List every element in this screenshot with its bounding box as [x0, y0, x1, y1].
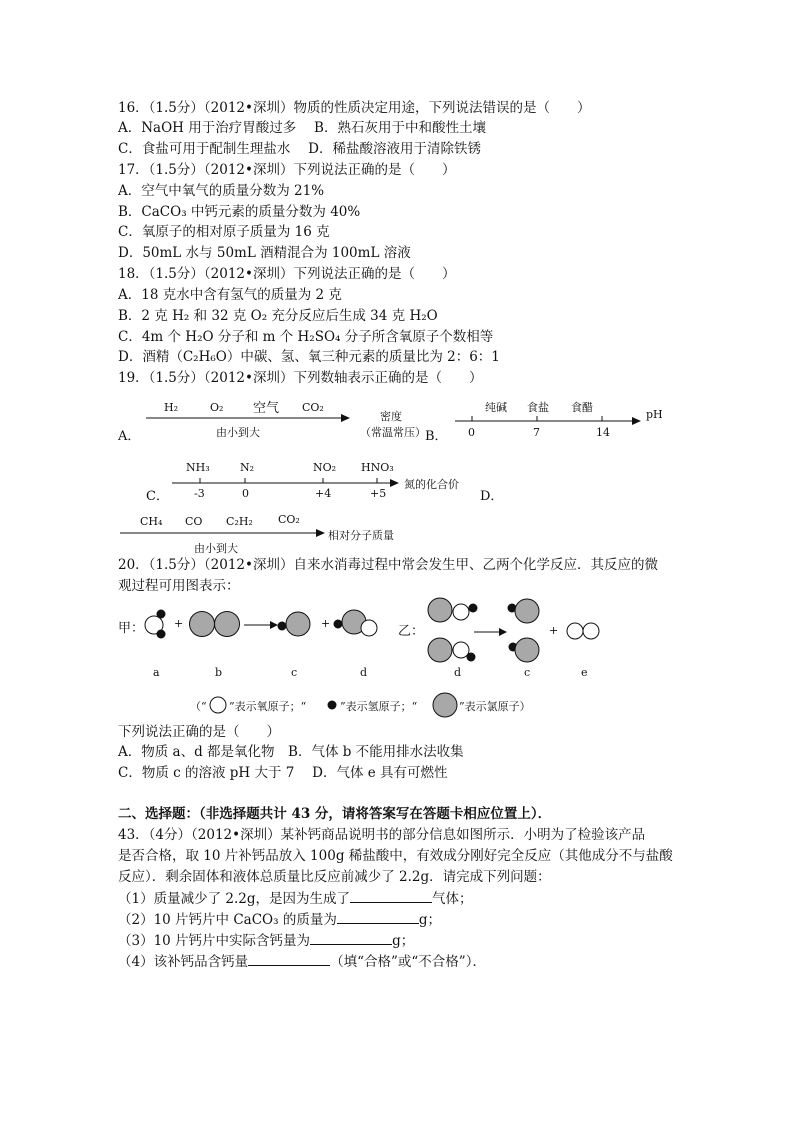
q18-stem: 18．（1.5分）（2012•深圳）下列说法正确的是（ ） [118, 266, 456, 282]
q20-stem-line2: 观过程可用图表示： [118, 578, 240, 594]
molecule-label: c [291, 666, 298, 679]
q43-sub2-text: （2）10 片钙片中 CaCO₃ 的质量为 [118, 912, 337, 928]
axis-a-item: 空气 [253, 401, 280, 416]
q18-option-c: C．4m 个 H₂O 分子和 m 个 H₂SO₄ 分子所含氧原子个数相等 [118, 329, 494, 345]
q43-line2: 是否合格，取 10 片补钙品放入 100g 稀盐酸中，有效成分刚好完全反应（其他成分不与盐酸 [118, 848, 673, 864]
plus-sign: + [174, 617, 184, 630]
axis-c-tick: 0 [242, 487, 249, 500]
option-b-letter: B． [425, 429, 448, 444]
legend-hydrogen: ”表示氢原子；“ [340, 700, 418, 713]
axis-d-order-label: 由小到大 [194, 542, 238, 555]
molecule-label: a [153, 666, 160, 679]
answer-blank-3[interactable] [310, 930, 392, 945]
plus-sign: + [549, 624, 559, 637]
axis-d-item: CH₄ [140, 515, 163, 528]
q43-sub2-suffix: g； [418, 912, 441, 928]
answer-blank-4[interactable] [248, 951, 330, 966]
q17-option-b: B．CaCO₃ 中钙元素的质量分数为 40% [118, 204, 361, 220]
q16-stem: 16．（1.5分）（2012•深圳）物质的性质决定用途，下列说法错误的是（ ） [118, 100, 591, 116]
q18-option-a: A．18 克水中含有氢气的质量为 2 克 [118, 287, 342, 303]
q17-option-a: A．空气中氧气的质量分数为 21% [118, 183, 325, 199]
reaction-yi-label: 乙： [398, 624, 425, 639]
axis-b-tick: 0 [468, 426, 475, 439]
q17-stem: 17．（1.5分）（2012•深圳）下列说法正确的是（ ） [118, 162, 456, 178]
axis-c-item: HNO₃ [361, 461, 394, 474]
q43-sub3-suffix: g； [392, 933, 415, 949]
axis-a-item: CO₂ [302, 401, 324, 414]
axis-d-item: C₂H₂ [226, 515, 253, 528]
legend-open: （“ [190, 700, 207, 713]
axis-c-tick: -3 [194, 487, 205, 500]
q43-sub1-text: （1）质量减少了 2.2g，是因为生成了 [118, 891, 350, 907]
molecule-label: b [215, 666, 223, 679]
q43-sub3 [118, 930, 414, 951]
q43-line1: 43．（4分）（2012•深圳）某补钙商品说明书的部分信息如图所示．小明为了检验该产品 [118, 827, 646, 843]
q43-sub4-suffix: （填“合格”或“不合格”）． [330, 954, 486, 970]
q16-options-cd: C．食盐可用于配制生理盐水 D．稀盐酸溶液用于清除铁锈 [118, 141, 481, 157]
q43-sub2 [118, 909, 441, 930]
q18-option-d: D．酒精（C₂H₆O）中碳、氢、氧三种元素的质量比为 2：6：1 [118, 349, 500, 365]
option-a-letter: A． [118, 429, 141, 444]
legend-chlorine: ”表示氯原子） [459, 700, 531, 713]
q20-stem-line1: 20．（1.5分）（2012•深圳）自来水消毒过程中常会发生甲、乙两个化学反应．其反应的微 [118, 557, 658, 573]
q16-options-ab: A．NaOH 用于治疗胃酸过多 B．熟石灰用于中和酸性土壤 [118, 120, 486, 136]
q43-sub4 [118, 951, 486, 972]
q17-option-d: D．50mL 水与 50mL 酒精混合为 100mL 溶液 [118, 245, 411, 261]
axis-a-item: O₂ [210, 401, 224, 414]
molecule-label: d [454, 666, 462, 679]
q20-options-cd: C．物质 c 的溶液 pH 大于 7 D．气体 e 具有可燃性 [118, 765, 448, 781]
q43-sub4-text: （4）该补钙品含钙量 [118, 954, 249, 970]
answer-blank-1[interactable] [350, 888, 432, 903]
axis-a-order-label: 由小到大 [216, 426, 260, 439]
reaction-jia-label: 甲： [118, 621, 145, 636]
axis-c-item: NH₃ [186, 461, 210, 474]
axis-b-item: 食醋 [571, 401, 593, 414]
axis-a-end-sublabel: （常温常压） [360, 426, 426, 439]
legend-oxygen: ”表示氧原子；“ [229, 700, 307, 713]
axis-c-end-label: 氮的化合价 [404, 478, 459, 491]
axis-c-item: N₂ [240, 461, 255, 474]
q43-sub3-text: （3）10 片钙片中实际含钙量为 [118, 933, 311, 949]
axis-d-item: CO [185, 515, 203, 528]
axis-b-end-label: pH [646, 408, 663, 421]
axis-c-tick: +4 [315, 487, 332, 500]
axis-d-end-label: 相对分子质量 [328, 529, 394, 542]
section-2-title: 二、选择题：（非选择题共计 43 分，请将答案写在答题卡相应位置上）． [118, 806, 552, 822]
q17-option-c: C．氧原子的相对原子质量为 16 克 [118, 224, 330, 240]
q43-line3: 反应）．剩余固体和液体总质量比反应前减少了 2.2g．请完成下列问题： [118, 869, 551, 885]
molecule-label: e [581, 666, 588, 679]
molecule-label: c [524, 666, 531, 679]
axis-a-item: H₂ [164, 401, 179, 414]
q43-sub1-suffix: 气体； [432, 891, 473, 907]
q43-sub1 [118, 888, 473, 909]
answer-blank-2[interactable] [337, 909, 419, 924]
axis-c-item: NO₂ [313, 461, 337, 474]
option-d-letter: D． [480, 489, 504, 504]
q18-option-b: B．2 克 H₂ 和 32 克 O₂ 充分反应后生成 34 克 H₂O [118, 308, 438, 324]
axis-b-item: 纯碱 [485, 401, 507, 414]
axis-a-end-label: 密度 [380, 410, 402, 423]
axis-b-item: 食盐 [527, 401, 549, 414]
q20-prompt: 下列说法正确的是（ ） [118, 724, 280, 740]
molecule-label: d [360, 666, 368, 679]
axis-c-tick: +5 [370, 487, 387, 500]
axis-b-tick: 7 [533, 426, 540, 439]
plus-sign: + [321, 617, 331, 630]
q19-stem: 19．（1.5分）（2012•深圳）下列数轴表示正确的是（ ） [118, 370, 483, 386]
axis-b-tick: 14 [596, 426, 610, 439]
q20-options-ab: A．物质 a、d 都是氧化物 B．气体 b 不能用排水法收集 [118, 744, 464, 760]
option-c-letter: C． [146, 489, 169, 504]
axis-d-item: CO₂ [278, 513, 300, 526]
